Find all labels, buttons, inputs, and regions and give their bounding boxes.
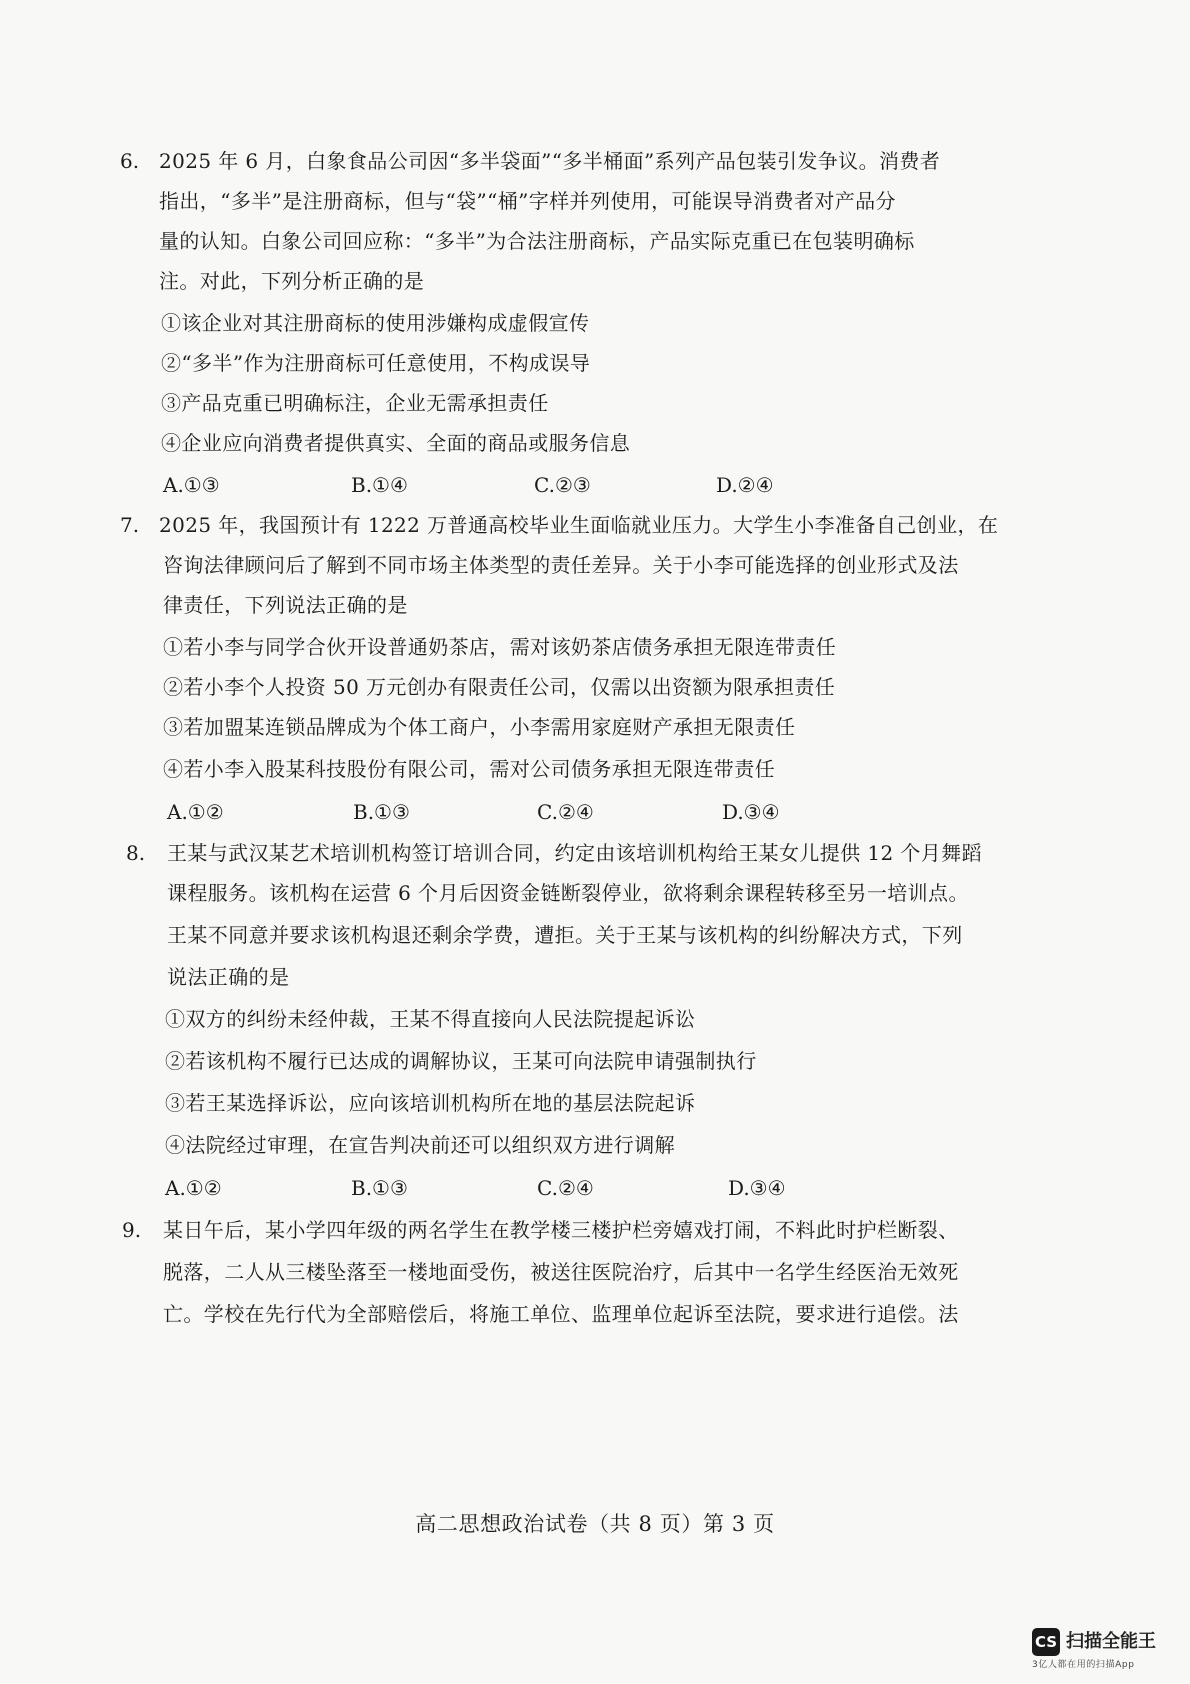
question-stem-line: 2025 年 6 月，白象食品公司因“多半袋面”“多半桶面”系列产品包装引发争议。消费者	[159, 149, 941, 173]
statement: ①若小李与同学合伙开设普通奶茶店，需对该奶茶店债务承担无限连带责任	[163, 635, 837, 659]
question-number: 9.	[122, 1218, 142, 1242]
question-number: 8.	[126, 841, 146, 865]
watermark-tagline: 3亿人都在用的扫描App	[1032, 1660, 1135, 1670]
option-d: D.②④	[716, 473, 774, 497]
page-footer: 高二思想政治试卷（共 8 页）第 3 页	[415, 1512, 775, 1536]
question-stem-line: 咨询法律顾问后了解到不同市场主体类型的责任差异。关于小李可能选择的创业形式及法	[163, 553, 959, 577]
statement: ④企业应向消费者提供真实、全面的商品或服务信息	[161, 431, 631, 455]
question-stem-line: 2025 年，我国预计有 1222 万普通高校毕业生面临就业压力。大学生小李准备自己创业，在	[159, 513, 999, 537]
question-stem-line: 王某不同意并要求该机构退还剩余学费，遭拒。关于王某与该机构的纠纷解决方式，下列	[167, 923, 963, 947]
question-stem-line: 指出，“多半”是注册商标，但与“袋”“桶”字样并列使用，可能误导消费者对产品分	[159, 189, 896, 213]
statement: ①该企业对其注册商标的使用涉嫌构成虚假宣传	[161, 311, 590, 335]
question-stem-line: 某日午后，某小学四年级的两名学生在教学楼三楼护栏旁嬉戏打闹，不料此时护栏断裂、	[163, 1218, 959, 1242]
question-number: 6.	[120, 149, 140, 173]
statement: ②“多半”作为注册商标可任意使用，不构成误导	[161, 351, 591, 375]
option-c: C.②③	[534, 473, 591, 497]
question-stem-line: 脱落，二人从三楼坠落至一楼地面受伤，被送往医院治疗，后其中一名学生经医治无效死	[163, 1260, 959, 1284]
statement: ③产品克重已明确标注，企业无需承担责任	[161, 391, 549, 415]
statement: ④法院经过审理，在宣告判决前还可以组织双方进行调解	[165, 1133, 675, 1157]
option-a: A.①②	[167, 800, 224, 824]
option-b: B.①④	[351, 473, 408, 497]
camscanner-logo-icon: CS	[1032, 1628, 1060, 1656]
question-number: 7.	[120, 513, 140, 537]
option-c: C.②④	[537, 800, 594, 824]
statement: ②若小李个人投资 50 万元创办有限责任公司，仅需以出资额为限承担责任	[163, 675, 836, 699]
question-stem-line: 王某与武汉某艺术培训机构签订培训合同，约定由该培训机构给王某女儿提供 12 个月舞蹈	[167, 841, 982, 865]
option-d: D.③④	[728, 1176, 786, 1200]
option-c: C.②④	[537, 1176, 594, 1200]
statement: ①双方的纠纷未经仲裁，王某不得直接向人民法院提起诉讼	[165, 1007, 696, 1031]
option-b: B.①③	[353, 800, 410, 824]
statement: ③若王某选择诉讼，应向该培训机构所在地的基层法院起诉	[165, 1091, 696, 1115]
question-stem-line: 注。对此，下列分析正确的是	[159, 269, 425, 293]
option-a: A.①③	[163, 473, 220, 497]
question-stem-line: 律责任，下列说法正确的是	[163, 593, 408, 617]
option-b: B.①③	[351, 1176, 408, 1200]
question-stem-line: 课程服务。该机构在运营 6 个月后因资金链断裂停业，欲将剩余课程转移至另一培训点。	[167, 881, 969, 905]
option-d: D.③④	[722, 800, 780, 824]
scanner-watermark	[1032, 1628, 1182, 1678]
question-stem-line: 说法正确的是	[167, 965, 290, 989]
question-stem-line: 量的认知。白象公司回应称：“多半”为合法注册商标，产品实际克重已在包装明确标	[159, 229, 915, 253]
statement: ④若小李入股某科技股份有限公司，需对公司债务承担无限连带责任	[163, 757, 775, 781]
statement: ③若加盟某连锁品牌成为个体工商户，小李需用家庭财产承担无限责任	[163, 715, 796, 739]
watermark-app-name: 扫描全能王	[1066, 1631, 1156, 1652]
option-a: A.①②	[165, 1176, 222, 1200]
question-stem-line: 亡。学校在先行代为全部赔偿后，将施工单位、监理单位起诉至法院，要求进行追偿。法	[163, 1302, 959, 1326]
statement: ②若该机构不履行已达成的调解协议，王某可向法院申请强制执行	[165, 1049, 757, 1073]
